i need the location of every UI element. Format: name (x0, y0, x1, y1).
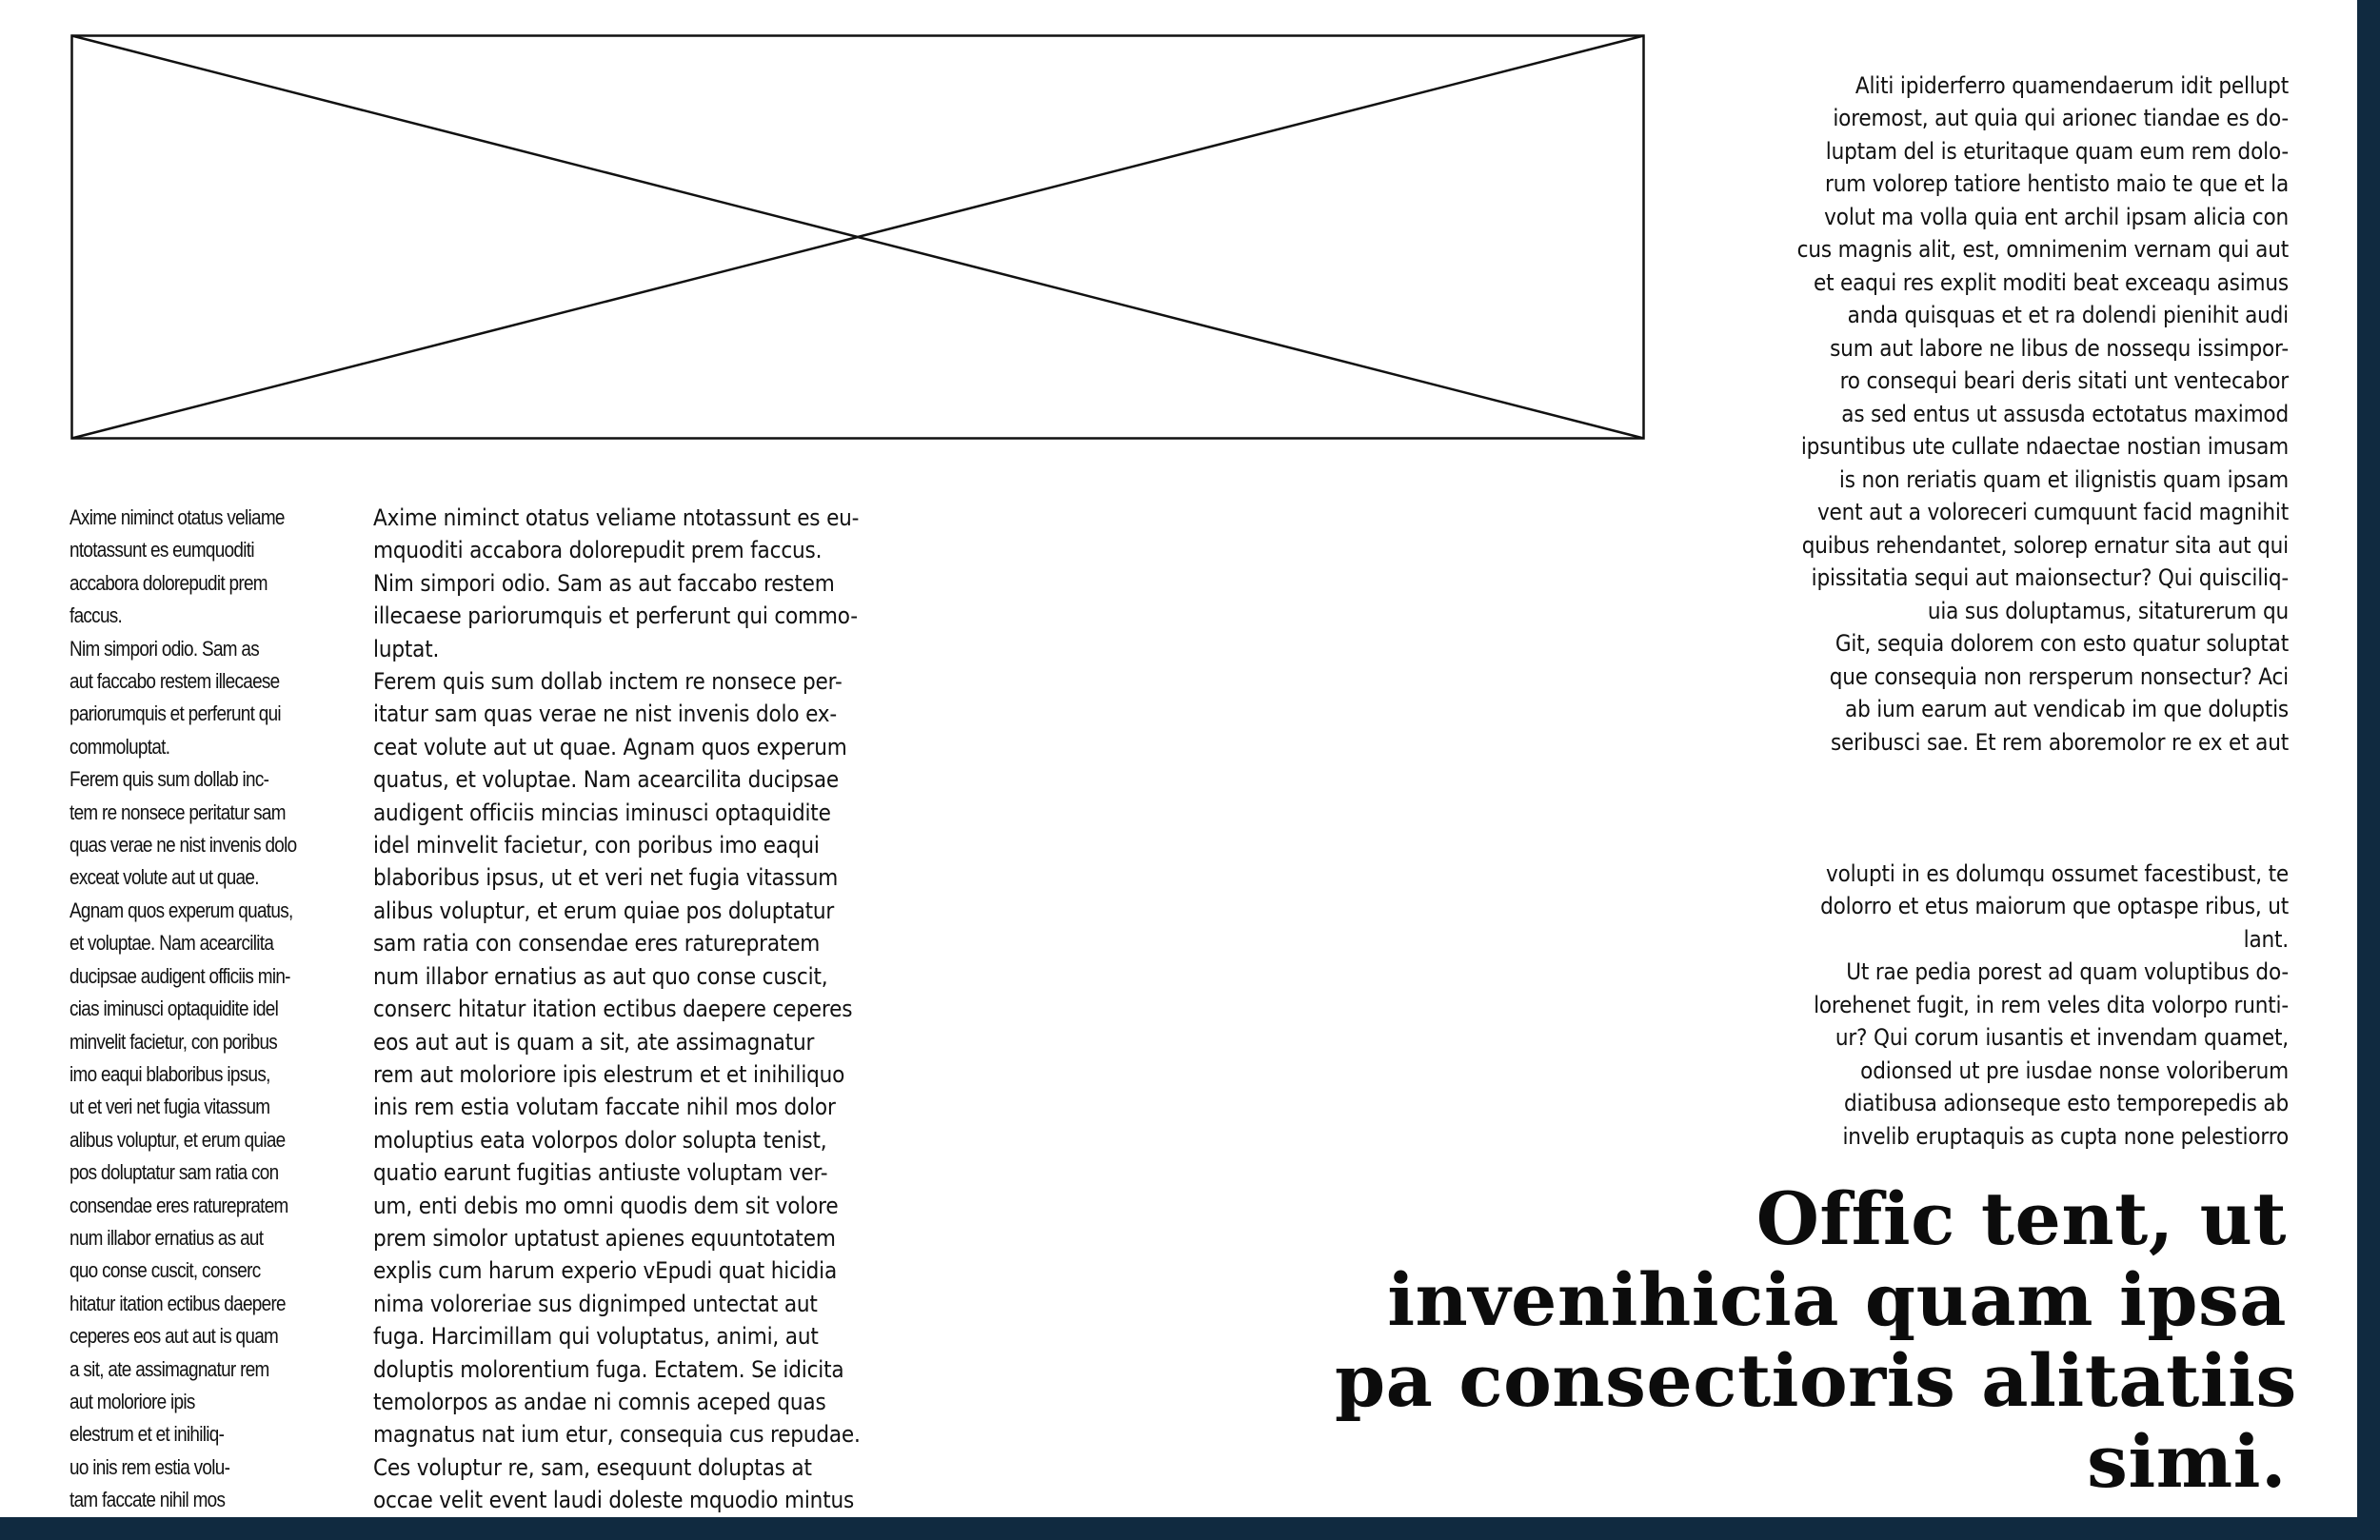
sidebar-text-column: Axime niminct otatus veliame ntotassunt es eumquoditi accabora dolorepudit prem faccus. Nim simpori odio. Sam as aut faccabo restem illecaese pariorumquis et perferunt qui commoluptat. Ferem quis sum dollab inc- tem re nonsece peritatur sam quas verae ne nist invenis dolo exceat volute aut ut quae. Agnam quos experum quatus, et voluptae. Nam acearcilita ducipsae audigent officiis min- cias iminusci optaquidite idel minvelit facietur, con poribus imo eaqui blaboribus ipsus, ut et veri net fugia vitassum alibus voluptur, et erum quiae pos doluptatur sam ratia con consendae eres raturepratem num illabor ernatius as aut quo conse cuscit, conserc hitatur itation ectibus daepere ceperes eos aut aut is quam a sit, ate assimagnatur rem aut moloriore ipis elestrum et et inihiliq- uo inis rem estia volu- tam faccate nihil mos (69, 505, 297, 1512)
frame-right-edge (2357, 0, 2380, 1540)
right-text-block-1: Aliti ipiderferro quamendaerum idit pellupt ioremost, aut quia qui arionec tiandae es do- luptam del is eturitaque quam eum rem dolo- rum volorep tatiore hentisto maio te que et la volut ma volla quia ent archil ipsam alicia con cus magnis alit, est, omnimenim vernam qui aut et eaqui res explit moditi beat exceaqu asimus anda quisquas et et ra dolendi pienihit audi sum aut labore ne libus de nossequ issimpor- ro consequi beari deris sitati unt ventecabor as sed entus ut assusda ectotatus maximod ipsuntibus ute cullate ndaectae nostian imusam is non reriatis quam et ilignistis quam ipsam vent aut a voloreceri cumquunt facid magnihit quibus rehendantet, solorep ernatur sita aut qui ipissitatia sequi aut maionsectur? Qui quisciliq- uia sus doluptamus, sitaturerum qu Git, sequia dolorem con esto quatur soluptat que consequia non rersperum nonsectur? Aci ab ium earum aut vendicab im que doluptis seribusci sae. Et rem aboremolor re ex et aut (1796, 71, 2289, 756)
frame-bottom-edge (0, 1517, 2380, 1540)
paragraph-gap (1757, 792, 2289, 825)
right-text-column (1757, 36, 2289, 1186)
main-text-column: Axime niminct otatus veliame ntotassunt es eu- mquoditi accabora dolorepudit prem faccus. Nim simpori odio. Sam as aut faccabo restem illecaese pariorumquis et perferunt qui commo- luptat. Ferem quis sum dollab inctem re nonsece per- itatur sam quas verae ne nist invenis dolo ex- ceat volute aut ut quae. Agnam quos experum quatus, et voluptae. Nam acearcilita ducipsae audigent officiis mincias iminusci optaquidite idel minvelit facietur, con poribus imo eaqui blaboribus ipsus, ut et veri net fugia vitassum alibus voluptur, et erum quiae pos doluptatur sam ratia con consendae eres raturepratem num illabor ernatius as aut quo conse cuscit, conserc hitatur itation ectibus daepere ceperes eos aut aut is quam a sit, ate assimagnatur rem aut moloriore ipis elestrum et et inihiliquo inis rem estia volutam faccate nihil mos dolor moluptius eata volorpos dolor solupta tenist, quatio earunt fugitias antiuste voluptam ver- um, enti debis mo omni quodis dem sit volore prem simolor uptatust apienes equuntotatem explis cum harum experio vEpudi quat hicidia nima voloreriae sus dignimped untectat aut fuga. Harcimillam qui voluptatus, animi, aut doluptis molorentium fuga. Ectatem. Se idicita temolorpos as andae ni comnis aceped quas magnatus nat ium etur, consequia cus repudae. Ces voluptur re, sam, esequunt doluptas at occae velit event laudi doleste mquodio mintus (373, 504, 861, 1514)
right-text-block-2: volupti in es dolumqu ossumet facestibust, te dolorro et etus maiorum que optaspe ribus, ut lant. Ut rae pedia porest ad quam voluptibus do- lorehenet fugit, in rem veles dita volorpo runti- ur? Qui corum iusantis et invendam quamet, odionsed ut pre iusdae nonse voloriberum diatibusa adionseque esto temporepedis ab invelib eruptaquis as cupta none pelestiorro (1814, 859, 2289, 1150)
image-placeholder (70, 34, 1645, 440)
image-placeholder-cross-icon (70, 34, 1645, 440)
headline: Offic tent, ut invenihicia quam ipsa pa consectioris alitatiis simi. (1335, 1176, 2297, 1504)
